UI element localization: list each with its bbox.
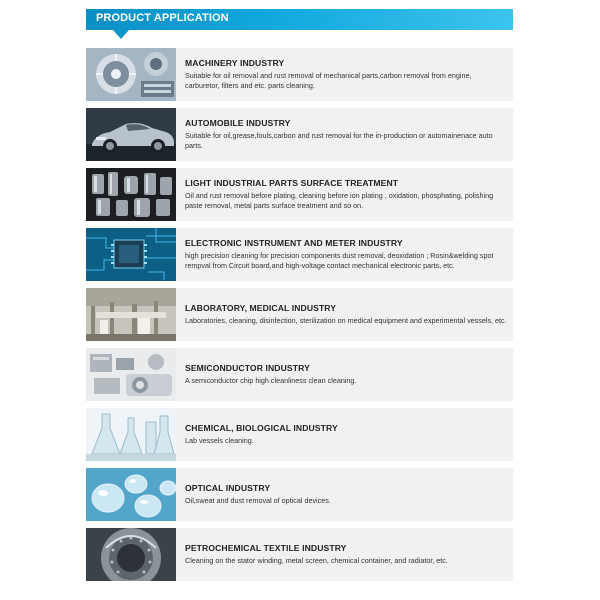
application-item-machinery	[86, 48, 513, 101]
item-description: Suitable for oil,grease,fouls,carbon and rust removal for the in-production or automainenace auto parts.	[185, 131, 493, 150]
item-description: Cleaning on the stator winding, metal screen, chemical container, and radiator, etc.	[185, 556, 448, 565]
item-title: LIGHT INDUSTRIAL PARTS SURFACE TREATMENT	[185, 178, 399, 188]
laboratory-image	[86, 288, 176, 341]
glass-flasks-image	[86, 408, 176, 461]
item-title: OPTICAL INDUSTRY	[185, 483, 271, 493]
item-title: MACHINERY INDUSTRY	[185, 58, 285, 68]
item-text	[185, 348, 507, 401]
item-description: A semiconductor chip high cleanliness clean cleaning.	[185, 376, 357, 385]
metal-parts-image	[86, 168, 176, 221]
item-description: Lab vessels cleaning.	[185, 436, 254, 445]
item-text	[185, 228, 507, 281]
item-text	[185, 48, 507, 101]
item-text	[185, 528, 507, 581]
application-item-semiconductor	[86, 348, 513, 401]
washing-drum-image	[86, 528, 176, 581]
item-text	[185, 408, 507, 461]
header-pointer	[113, 30, 129, 39]
item-text	[185, 168, 507, 221]
application-item-electronic	[86, 228, 513, 281]
circuit-board-image	[86, 228, 176, 281]
application-item-chemical	[86, 408, 513, 461]
item-title: LABORATORY, MEDICAL INDUSTRY	[185, 303, 337, 313]
item-description: Oil and rust removal before plating, cleaning before ion plating , oxidation, phosphating, polishing paste removal, metal parts surface treatment and so on.	[185, 191, 494, 210]
optical-lenses-image	[86, 468, 176, 521]
item-title: AUTOMOBILE INDUSTRY	[185, 118, 291, 128]
item-title: SEMICONDUCTOR INDUSTRY	[185, 363, 310, 373]
application-item-automobile	[86, 108, 513, 161]
item-text	[185, 468, 507, 521]
item-description: Laboratories, cleaning, disinfection, sterilization on medical equipment and experimental vessels, etc.	[185, 316, 507, 325]
item-title: PETROCHEMICAL TEXTILE INDUSTRY	[185, 543, 347, 553]
semiconductor-parts-image	[86, 348, 176, 401]
section-header	[86, 9, 513, 30]
item-text	[185, 288, 507, 341]
application-item-light-industrial	[86, 168, 513, 221]
engine-parts-image	[86, 48, 176, 101]
item-text	[185, 108, 507, 161]
item-description: high precision cleaning for precision components dust removal, deoxidation ; Rosin&welding spot rempval from Circuit board,and high-voltage contact mechanical electronic parts, etc.	[185, 251, 494, 270]
item-title: CHEMICAL, BIOLOGICAL INDUSTRY	[185, 423, 338, 433]
car-image	[86, 108, 176, 161]
application-list	[86, 48, 513, 588]
item-description: Suitable for oil removal and rust removal of mechanical parts,carbon removal from engine, carburetor, filters and etc. parts cleaning.	[185, 71, 472, 90]
item-description: Oil,sweat and dust removal of optical devices.	[185, 496, 331, 505]
application-item-optical	[86, 468, 513, 521]
item-title: ELECTRONIC INSTRUMENT AND METER INDUSTRY	[185, 238, 403, 248]
section-title: PRODUCT APPLICATION	[96, 12, 229, 24]
application-item-petrochemical	[86, 528, 513, 581]
application-item-laboratory	[86, 288, 513, 341]
